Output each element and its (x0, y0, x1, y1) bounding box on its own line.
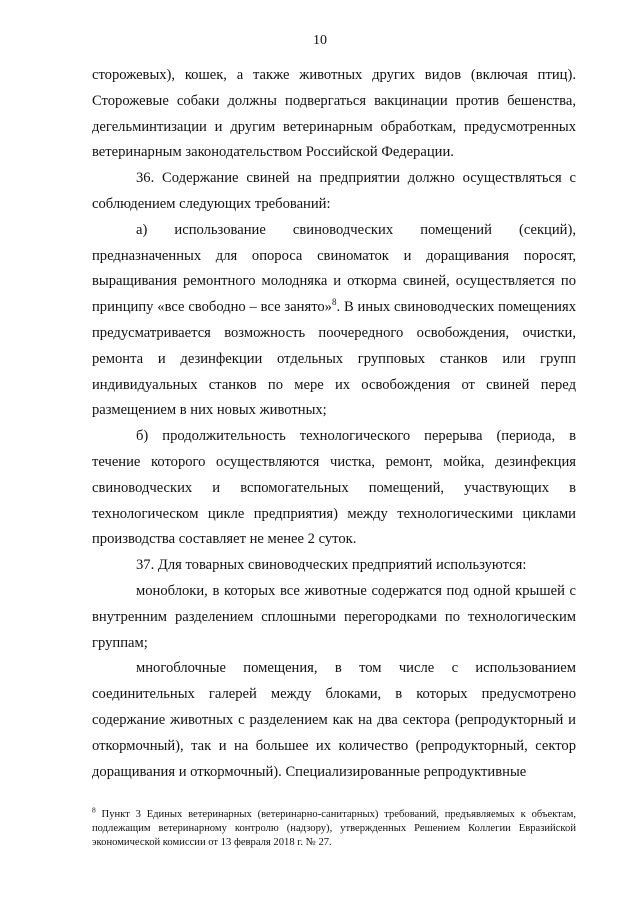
paragraph-subitem-a (92, 218, 576, 424)
paragraph-subitem-b: б) продолжительность технологического перерыва (периода, в течение которого осуществляются чистка, ремонт, мойка, дезинфекция свиноводческих и вспомогательных помещений, участвующих в технологическом цикле предприятия) между технологическими циклами производства составляет не менее 2 суток. (92, 428, 576, 548)
page-number: 10 (313, 33, 327, 48)
paragraph-continuation: сторожевых), кошек, а также животных других видов (включая птиц). Сторожевые собаки должны подвергаться вакцинации против бешенства, дегельминтизации и другим ветеринарным обработкам, предусмотренных ветеринарным законодательством Российской Федерации. (92, 67, 576, 161)
footnote-text: Пункт 3 Единых ветеринарных (ветеринарно-санитарных) требований, предъявляемых к объектам, подлежащим ветеринарному контролю (надзору), утвержденных Решением Коллегии Евразийской экономической комиссии от 13 февраля 2018 г. № 27. (92, 809, 576, 848)
body-text (92, 63, 576, 785)
subitem-a-tail: . В иных свиноводческих помещениях предусматривается возможность поочередного освобождения, очистки, ремонта и дезинфекции отдельных групповых станков или групп индивидуальных станков по мере их освобождения от свиней перед размещением в них новых животных; (92, 299, 576, 419)
paragraph-item-37: 37. Для товарных свиноводческих предприятий используются: (136, 557, 527, 574)
footnote-reference: 8 (331, 297, 337, 308)
paragraph-monoblocks: моноблоки, в которых все животные содержатся под одной крышей с внутренним разделением сплошными перегородками по технологическим группам; (92, 582, 576, 651)
footnote (92, 805, 576, 850)
subitem-a-text: а) использование свиноводческих помещений (секций), предназначенных для опороса свиноматок и доращивания поросят, выращивания ремонтного молодняка и откорма свиней, осуществляется по принципу «все свободно – все занято» (92, 221, 576, 316)
footnote-mark: 8 (92, 805, 96, 815)
paragraph-item-36: 36. Содержание свиней на предприятии должно осуществляться с соблюдением следующих требований: (92, 170, 576, 212)
paragraph-multiblock: многоблочные помещения, в том числе с использованием соединительных галерей между блоками, в которых предусмотрено содержание животных с разделением как на два сектора (репродукторный и откормочный), так и на большее их количество (репродукторный, сектор доращивания и откормочный). Специализированные репродуктивные (92, 660, 576, 780)
